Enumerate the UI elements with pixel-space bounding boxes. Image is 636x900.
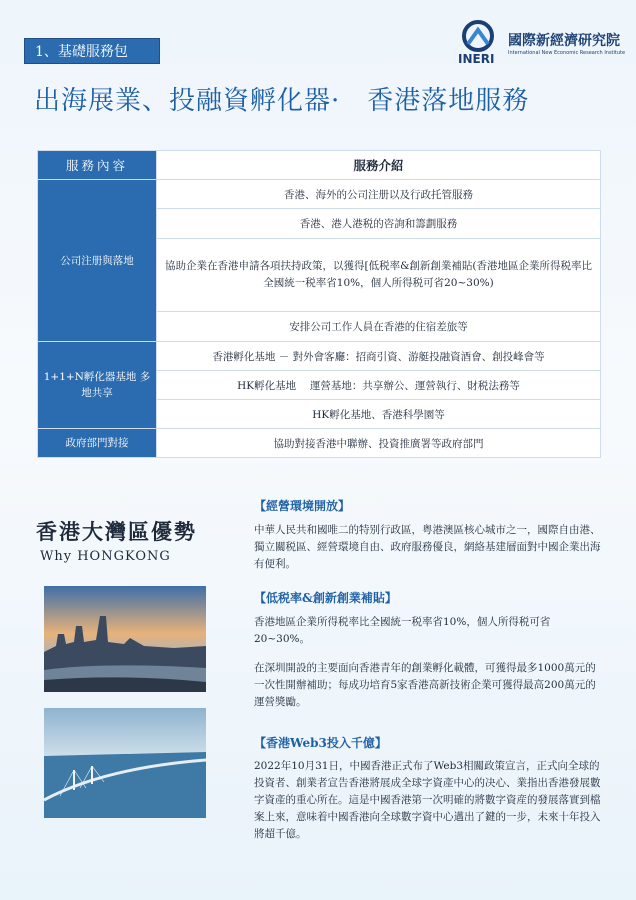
block-text: 香港地區企業所得税率比全國統一税率省10%，個人所得税可省20~30%。 — [254, 616, 551, 645]
table-row — [38, 180, 601, 209]
category-cell: 公司注册與落地 — [38, 180, 157, 342]
block-tag: 【低税率&創新創業補貼】 — [254, 591, 397, 605]
ineri-logo-icon — [456, 20, 500, 54]
block-text: 2022年10月31日，中國香港正式布了Web3相關政策宣言，正式向全球的投資者、創業者宣告香港將展成全球字資產中心的决心、業指出香港發展數字資產的重心所在。這是中國香港第一次明確的將數字資産的發展落實到檔案上來，意味着中國香港向全球數字資中心邁出了鍵的一步，未來十年投入將超千億。 — [254, 760, 601, 840]
advantage-block — [254, 590, 604, 711]
logo-subtitle: International New Economic Research Institute — [508, 50, 626, 56]
advantage-block — [254, 498, 604, 573]
service-cell: 協助對接香港中聯辦、投資推廣署等政府部門 — [157, 429, 601, 458]
block-text: 中華人民共和國唯二的特别行政區，粤港澳區核心城市之一，國際自由港、獨立關税區、經營環境自由、政府服務優良，網絡基建層面對中國企業出海有便利。 — [254, 524, 601, 570]
service-cell: 安排公司工作人員在香港的住宿差旅等 — [157, 312, 601, 342]
service-cell: HK孵化基地、香港科學園等 — [157, 400, 601, 429]
section-subtitle: Why HONGKONG — [40, 549, 171, 564]
logo-abbr: INERI — [458, 52, 495, 66]
service-cell: 香港、港人港税的咨詢和籌劃服務 — [157, 209, 601, 239]
bridge-seascape-image — [44, 708, 206, 818]
service-cell: 香港孵化基地 － 對外會客廳：招商引資、游艇投融資酒會、創投峰會等 — [157, 342, 601, 371]
logo-title: 國際新經濟研究院 — [508, 33, 620, 49]
section-title: 香港大灣區優勢 — [36, 519, 197, 544]
advantage-block — [254, 735, 604, 843]
page-headline: 出海展業、投融資孵化器· 香港落地服務 — [34, 86, 530, 116]
block-text: 在深圳開設的主要面向香港青年的創業孵化載體，可獲得最多1000萬元的一次性開辦補助；每成功培育5家香港高新技術企業可獲得最高200萬元的運營獎勵。 — [254, 662, 596, 708]
table-row — [38, 342, 601, 371]
service-cell: 香港、海外的公司注册以及行政托管服務 — [157, 180, 601, 209]
category-cell: 政府部門對接 — [38, 429, 157, 458]
table-row — [38, 429, 601, 458]
services-table — [37, 150, 601, 458]
service-cell: 協助企業在香港申請各項扶持政策，以獲得[低税率&創新創業補貼(香港地區企業所得税率比全國統一税率省10%，個人所得税可省20~30%) — [157, 239, 601, 312]
block-tag: 【經營環境開放】 — [254, 499, 351, 513]
table-header: 服務介紹 — [157, 151, 601, 180]
hongkong-skyline-image — [44, 586, 206, 692]
table-header-row — [38, 151, 601, 180]
service-cell: HK孵化基地 運營基地：共享辦公、運營執行、財税法務等 — [157, 371, 601, 400]
section-badge: 1、基礎服務包 — [24, 38, 160, 64]
institute-logo — [454, 20, 624, 70]
block-tag: 【香港Web3投入千億】 — [254, 736, 387, 750]
category-cell: 1+1+N孵化器基地 多地共享 — [38, 342, 157, 429]
table-header: 服務內容 — [38, 151, 157, 180]
